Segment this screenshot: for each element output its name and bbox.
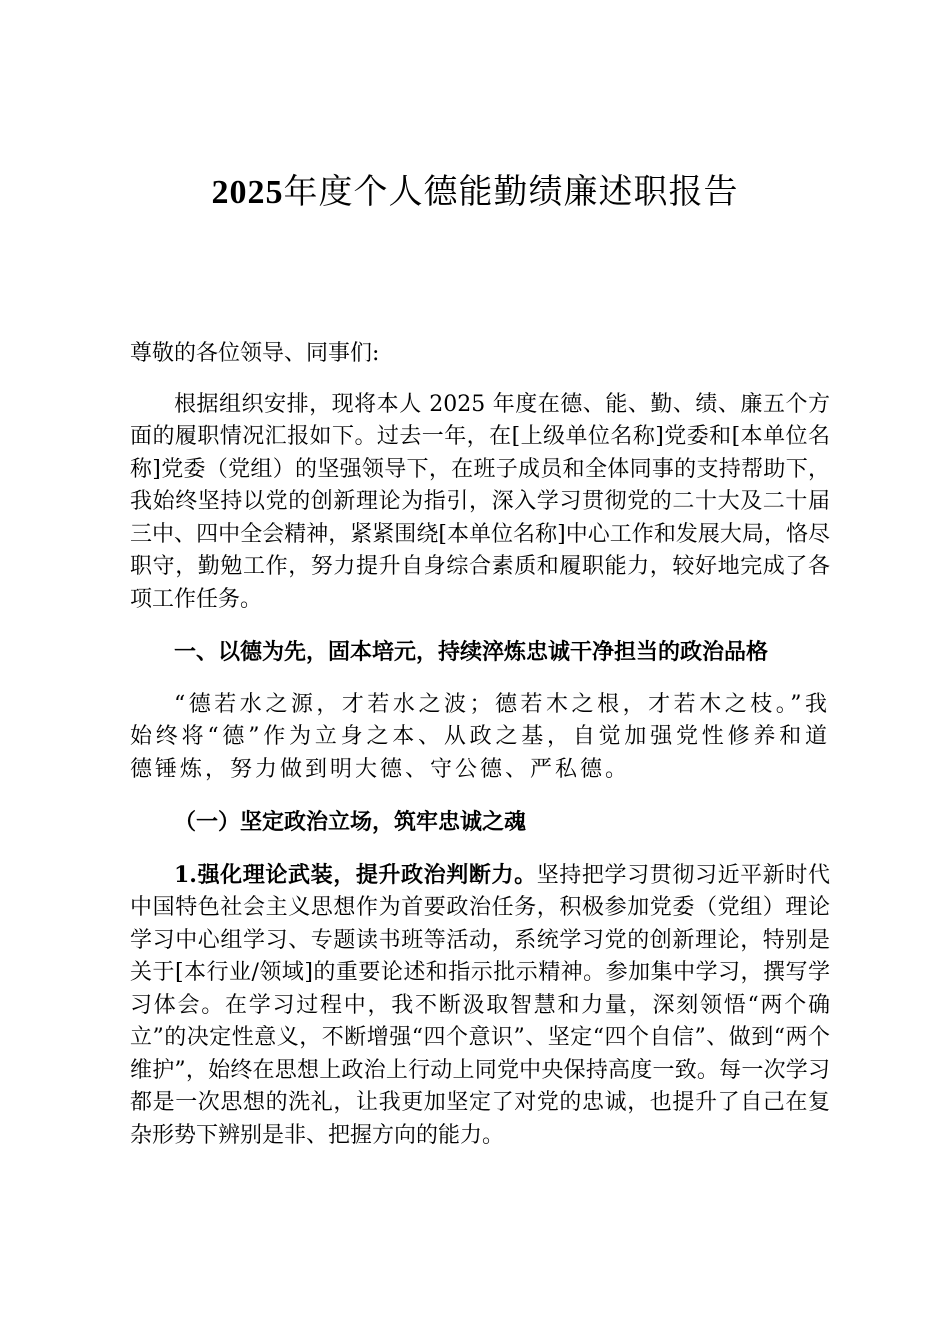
item-1-text: 坚持把学习贯彻习近平新时代中国特色社会主义思想作为首要政治任务，积极参加党委（党组）理论学习中心组学习、专题读书班等活动，系统学习党的创新理论，特别是关于[本行业/领域]的重要论述和指示批示精神。参加集中学习，撰写学习体会。在学习过程中，我不断汲取智慧和力量，深刻领悟“两个确立”的决定性意义，不断增强“四个意识”、坚定“四个自信”、做到“两个维护”，始终在思想上政治上行动上同党中央保持高度一致。每一次学习都是一次思想的洗礼，让我更加坚定了对党的忠诚，也提升了自己在复杂形势下辨别是非、把握方向的能力。 xyxy=(130,862,830,1148)
title-text: 年度个人德能勤绩廉述职报告 xyxy=(283,172,739,212)
intro-paragraph: 根据组织安排，现将本人 2025 年度在德、能、勤、绩、廉五个方面的履职情况汇报如下。过去一年，在[上级单位名称]党委和[本单位名称]党委（党组）的坚强领导下，在班子成员和全体同事的支持帮助下，我始终坚持以党的创新理论为指引，深入学习贯彻党的二十大及二十届三中、四中全会精神，紧紧围绕[本单位名称]中心工作和发展大局，恪尽职守，勤勉工作，努力提升自身综合素质和履职能力，较好地完成了各项工作任务。 xyxy=(130,391,830,612)
subsection-heading-1: （一）坚定政治立场，筑牢忠诚之魂 xyxy=(174,809,527,835)
document-title xyxy=(0,170,950,215)
section-1-intro-paragraph: “德若水之源，才若水之波；德若木之根，才若木之枝。”我始终将“德”作为立身之本、从政之基，自觉加强党性修养和道德锤炼，努力做到明大德、守公德、严私德。 xyxy=(130,691,830,782)
greeting: 尊敬的各位领导、同事们: xyxy=(130,341,380,366)
item-1-lead: 1.强化理论武装，提升政治判断力。 xyxy=(174,861,537,888)
section-heading-1: 一、以德为先，固本培元，持续淬炼忠诚干净担当的政治品格 xyxy=(174,639,769,665)
title-year: 2025 xyxy=(211,174,284,211)
item-1-paragraph xyxy=(130,859,830,1153)
document-body xyxy=(130,338,830,1152)
